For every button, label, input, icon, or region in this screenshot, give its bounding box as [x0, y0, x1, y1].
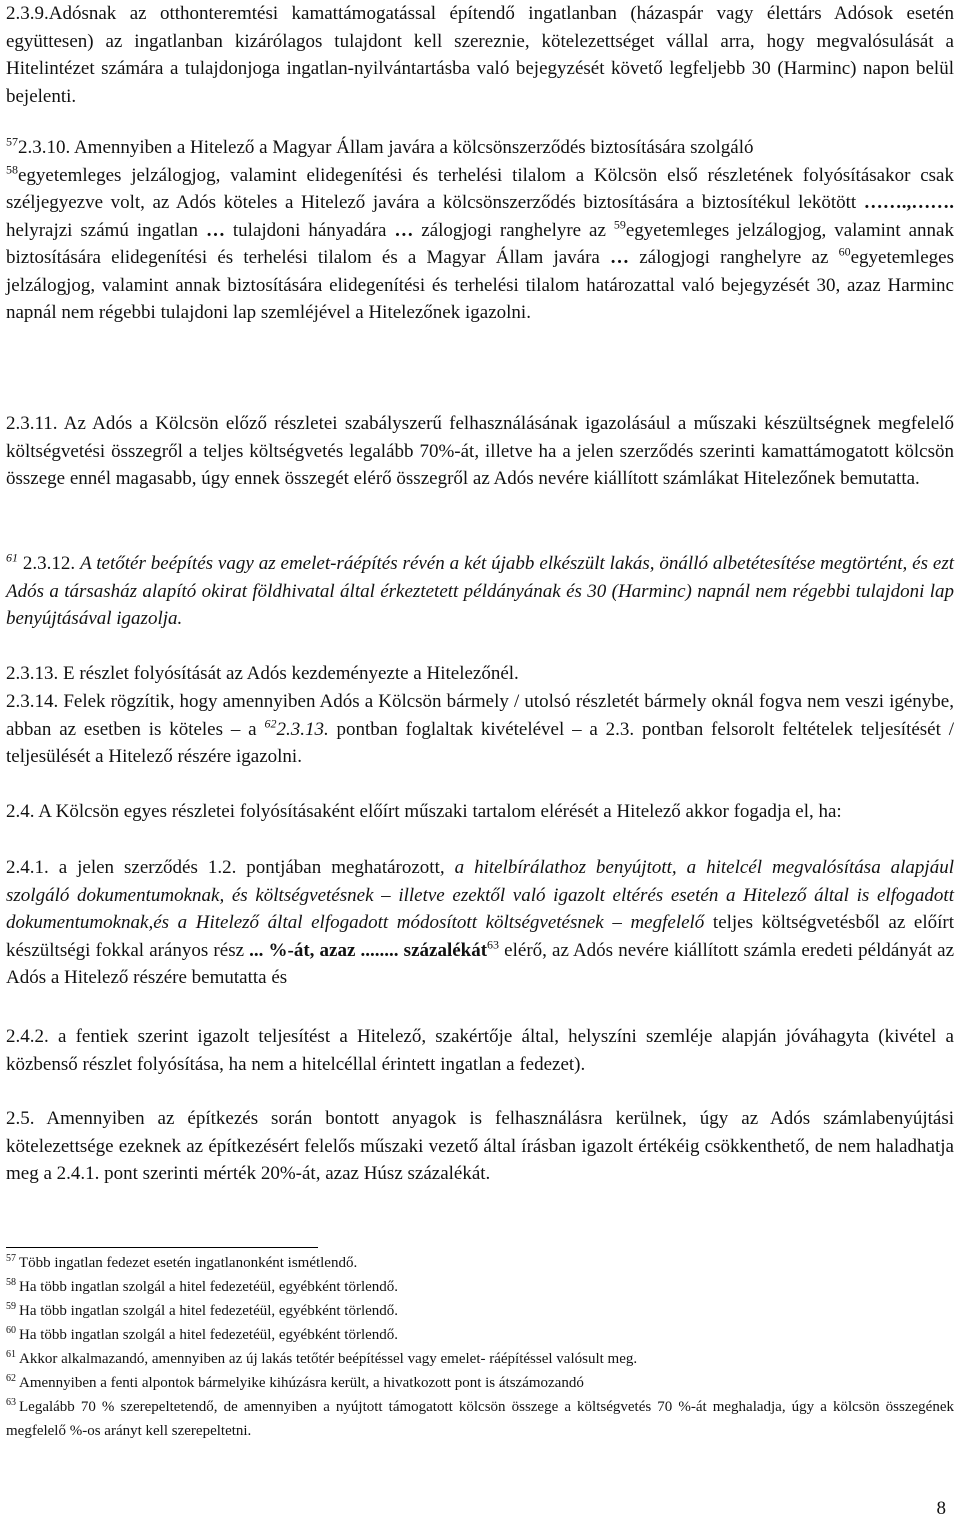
footnote-ref[interactable]: 60 — [838, 244, 851, 259]
paragraph-italic-text: A tetőtér beépítés vagy az emelet-ráépítés révén a két újabb elkészült lakás, önálló albetétesítése megtörtént, és ezt Adós a társasház alapító okirat földhivatal által érkeztetett példányának és 30 (Harminc) napnál nem régebbi tulajdoni lap benyújtásával igazolja. — [6, 553, 954, 629]
footnote-number: 63 — [6, 1397, 16, 1408]
paragraph-text: pontban foglaltak kivételével – a 2.3. pontban felsorolt feltételek teljesítését / teljesülését a Hitelező részére igazolni. — [6, 718, 954, 767]
footnote-text: Akkor alkalmazandó, amennyiben az új lakás tetőtér beépítéssel vagy emelet- ráépítéssel valósult meg. — [19, 1351, 638, 1367]
placeholder-text: … — [610, 247, 630, 268]
footnote-number: 61 — [6, 1349, 16, 1360]
footnote-text: Ha több ingatlan szolgál a hitel fedezetéül, egyébként törlendő. — [19, 1303, 399, 1319]
paragraph-text: 2.3.14. Felek rögzítik, hogy amennyiben Adós a Kölcsön bármely / utolsó részletét bármely oknál fogva nem veszi igénybe, abban az esetben is köteles – a — [6, 691, 954, 740]
footnote-ref[interactable]: 58 — [6, 162, 18, 177]
footnote-number: 58 — [6, 1277, 16, 1288]
footnote-number: 59 — [6, 1301, 16, 1312]
footnote-ref[interactable]: 59 — [613, 217, 626, 232]
footnote-ref[interactable]: 63 — [487, 937, 500, 952]
footnote-divider — [6, 1247, 318, 1248]
paragraph-text: egyetemleges jelzálogjog, valamint elidegenítési és terhelési tilalom a Kölcsön első részletének folyósításakor csak széljegyezve volt, az Adós köteles a Hitelező javára a kölcsönszerződés biztosítására a biztosítékul lekötött — [6, 164, 954, 213]
placeholder-text: …….,……. — [863, 192, 954, 213]
paragraph-text: 2.4.1. a jelen szerződés 1.2. pontjában meghatározott — [6, 857, 440, 878]
paragraph-2-5 — [6, 1105, 954, 1188]
placeholder-text: … — [205, 219, 225, 241]
footnote-number: 57 — [6, 1253, 16, 1264]
paragraph-text: helyrajzi számú ingatlan — [6, 219, 206, 241]
paragraph-text: tulajdoni hányadára — [224, 219, 395, 241]
paragraph-text: 2.3.12. — [18, 553, 81, 574]
paragraph-text: egyetemleges jelzálogjog, valamint annak biztosítására elidegenítési és terhelési tilalom és a Magyar Állam javára — [6, 219, 954, 268]
paragraph-text: zálogjogi ranghelyre az — [413, 219, 614, 241]
footnote-text: Ha több ingatlan szolgál a hitel fedezetéül, egyébként törlendő. — [19, 1279, 399, 1295]
paragraph-text: teljes költségvetésből az előírt készültségi fokkal arányos rész — [6, 912, 954, 961]
footnote-number: 60 — [6, 1325, 16, 1336]
footnote-number: 62 — [6, 1373, 16, 1384]
footnote-59 — [6, 1299, 954, 1323]
paragraph-italic-text: 2.3.13. — [276, 718, 329, 740]
footnote-60 — [6, 1323, 954, 1347]
footnote-62 — [6, 1371, 954, 1395]
paragraph-text: 2.3.10. Amennyiben a Hitelező a Magyar Állam javára a kölcsönszerződés biztosítására szolgáló — [18, 137, 754, 158]
footnote-63 — [6, 1395, 954, 1443]
footnote-text: Ha több ingatlan szolgál a hitel fedezetéül, egyébként törlendő. — [19, 1327, 399, 1343]
paragraph-text: elérő, az Adós nevére kiállított számla eredeti példányát az Adós a Hitelező részére bemutatta és — [6, 939, 955, 988]
paragraph-2-3-12 — [6, 550, 954, 633]
paragraph-2-3-9 — [6, 0, 954, 110]
paragraph-2-4 — [6, 798, 954, 826]
footnote-ref[interactable]: 61 — [6, 550, 18, 565]
paragraph-italic-text: , a hitelbírálathoz benyújtott, a hitelcél megvalósítása alapjául szolgáló dokumentumoknak, és költségvetésnek – illetve ezektől való igazolt eltérés esetén a Hitelező által is elfogadott dokumentumoknak,és a Hitelező által elfogadott módosított költségvetésnek – megfelelő — [6, 857, 954, 933]
footnote-text: Amennyiben a fenti alpontok bármelyike kihúzásra került, a hivatkozott pont is átszámozandó — [19, 1375, 584, 1391]
paragraph-2-4-1 — [6, 854, 954, 992]
paragraph-text: 2.5. Amennyiben az építkezés során bontott anyagok is felhasználásra kerülnek, úgy az Adós számlabenyújtási kötelezettsége ezeknek az építkezésért felelős műszaki vezető által írásban igazolt értékéig csökkenthető, de nem haladhatja meg a 2.4.1. pont szerinti mérték 20%-át, azaz Húsz százalékát. — [6, 1108, 954, 1184]
paragraph-text: 2.4.2. a fentiek szerint igazolt teljesítést a Hitelező, szakértője által, helyszíni szemléje alapján jóváhagyta (kivétel a közbenső részlet folyósítása, ha nem a hitelcéllal érintett ingatlan a fedezet). — [6, 1026, 954, 1075]
footnote-57 — [6, 1251, 954, 1275]
paragraph-2-3-11 — [6, 410, 954, 493]
paragraph-text: 2.3.11. Az Adós a Kölcsön előző részletei szabályszerű felhasználásának igazolásául a műszaki készültségnek megfelelő költségvetési összegről a teljes költségvetés legalább 70%-át, illetve ha a jelen szerződés szerinti kamattámogatott kölcsön összege ennél magasabb, úgy ennek összegét elérő összegről az Adós nevére kiállított számlákat Hitelezőnek bemutatta. — [6, 413, 954, 489]
paragraph-2-4-2 — [6, 1023, 954, 1078]
footnote-text: Legalább 70 % szerepeltetendő, de amennyiben a nyújtott támogatott kölcsön összege a költségvetés 70 %-át meghaladja, úgy a kölcsön összegének megfelelő %-os arányt kell szerepeltetni. — [6, 1399, 954, 1439]
paragraph-text: zálogjogi ranghelyre az — [629, 247, 839, 268]
footnote-text: Több ingatlan fedezet esetén ingatlanonként ismétlendő. — [19, 1255, 358, 1271]
paragraph-2-3-14 — [6, 688, 954, 771]
paragraph-text: egyetemleges jelzálogjog, valamint annak biztosítására elidegenítési és terhelési tilalom határozattal való bejegyzését 30, azaz Harminc napnál nem régebbi tulajdoni lap szemléjével a Hitelezőnek igazolni. — [6, 247, 954, 323]
paragraph-2-3-13 — [6, 660, 954, 688]
page-number: 8 — [936, 1498, 946, 1519]
paragraph-2-3-10 — [6, 134, 954, 327]
placeholder-text: … — [394, 219, 414, 241]
footnote-ref[interactable]: 62 — [264, 716, 277, 731]
paragraph-text: 2.4. A Kölcsön egyes részletei folyósításaként előírt műszaki tartalom elérését a Hitelező akkor fogadja el, ha: — [6, 801, 842, 822]
footnote-ref[interactable]: 57 — [6, 134, 18, 149]
footnote-61 — [6, 1347, 954, 1371]
placeholder-text: ... %-át, azaz ........ százalékát — [249, 939, 488, 961]
footnote-58 — [6, 1275, 954, 1299]
paragraph-text: 2.3.9.Adósnak az otthonteremtési kamattámogatással építendő ingatlanban (házaspár vagy élettárs Adósok esetén együttesen) az ingatlanban kizárólagos tulajdont kell szereznie, kötelezettséget vállal arra, hogy megvalósulását a Hitelintézet számára a tulajdonjoga ingatlan-nyilvántartásba való bejegyzését követő legfeljebb 30 (Harminc) napon belül bejelenti. — [6, 3, 954, 107]
paragraph-text: 2.3.13. E részlet folyósítását az Adós kezdeményezte a Hitelezőnél. — [6, 663, 519, 684]
